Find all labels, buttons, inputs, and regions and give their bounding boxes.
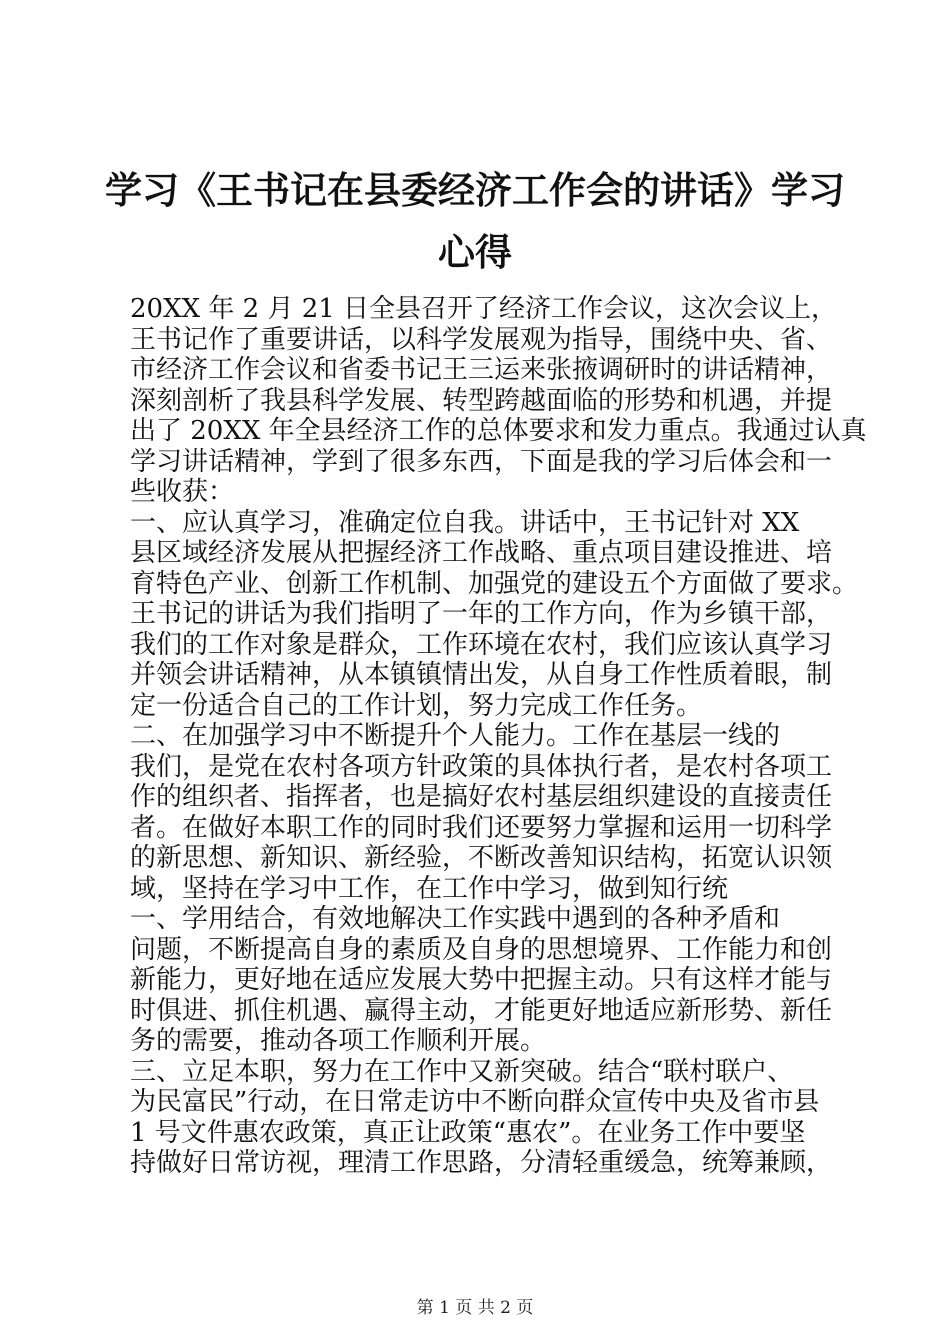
body-line: 务的需要，推动各项工作顺利开展。 bbox=[130, 1026, 547, 1056]
body-line: 者。在做好本职工作的同时我们还要努力掌握和运用一切科学 bbox=[130, 812, 833, 843]
body-line: 我们，是党在农村各项方针政策的具体执行者，是农村各项工 bbox=[130, 751, 833, 782]
body-line: 1 号文件惠农政策，真正让政策“惠农”。在业务工作中要坚 bbox=[130, 1117, 806, 1148]
body-line: 持做好日常访视，理清工作思路，分清轻重缓急，统筹兼顾， bbox=[130, 1148, 833, 1178]
body-line: 一、应认真学习，准确定位自我。讲话中，王书记针对 XX bbox=[130, 507, 800, 538]
document-title-line-2: 心得 bbox=[438, 231, 512, 274]
body-line: 并领会讲话精神，从本镇镇情出发，从自身工作性质着眼，制 bbox=[130, 660, 833, 690]
body-line: 二、在加强学习中不断提升个人能力。工作在基层一线的 bbox=[130, 721, 781, 751]
body-line: 时俱进、抓住机遇、赢得主动，才能更好地适应新形势、新任 bbox=[130, 995, 833, 1026]
body-line: 问题，不断提高自身的素质及自身的思想境界、工作能力和创 bbox=[130, 934, 833, 965]
body-line: 王书记的讲话为我们指明了一年的工作方向，作为乡镇干部， bbox=[130, 599, 833, 629]
body-line: 学习讲话精神，学到了很多东西，下面是我的学习后体会和一 bbox=[130, 446, 833, 477]
body-line: 市经济工作会议和省委书记王三运来张掖调研时的讲话精神， bbox=[130, 355, 833, 385]
body-line: 新能力，更好地在适应发展大势中把握主动。只有这样才能与 bbox=[130, 965, 833, 995]
body-line: 一、学用结合，有效地解决工作实践中遇到的各种矛盾和 bbox=[130, 904, 781, 934]
page-footer: 第 1 页 共 2 页 bbox=[416, 1298, 534, 1318]
body-line: 为民富民”行动，在日常走访中不断向群众宣传中央及省市县 bbox=[130, 1087, 820, 1117]
body-line: 的新思想、新知识、新经验，不断改善知识结构，拓宽认识领 bbox=[130, 843, 833, 873]
body-line: 定一份适合自己的工作计划，努力完成工作任务。 bbox=[130, 690, 703, 721]
body-line: 深刻剖析了我县科学发展、转型跨越面临的形势和机遇，并提 bbox=[130, 385, 833, 416]
body-line: 20XX 年 2 月 21 日全县召开了经济工作会议，这次会议上， bbox=[130, 294, 838, 324]
body-line: 作的组织者、指挥者，也是搞好农村基层组织建设的直接责任 bbox=[130, 782, 833, 812]
body-line: 些收获： bbox=[130, 477, 235, 507]
body-line: 王书记作了重要讲话，以科学发展观为指导，围绕中央、省、 bbox=[130, 324, 833, 355]
body-line: 出了 20XX 年全县经济工作的总体要求和发力重点。我通过认真 bbox=[130, 416, 867, 446]
body-line: 育特色产业、创新工作机制、加强党的建设五个方面做了要求。 bbox=[130, 568, 859, 599]
document-title-line-1: 学习《王书记在县委经济工作会的讲话》学习 bbox=[105, 169, 845, 212]
body-line: 三、立足本职，努力在工作中又新突破。结合“联村联户、 bbox=[130, 1056, 794, 1087]
document-body bbox=[130, 294, 867, 1179]
body-line: 域，坚持在学习中工作，在工作中学习，做到知行统 bbox=[130, 873, 729, 904]
body-line: 县区域经济发展从把握经济工作战略、重点项目建设推进、培 bbox=[130, 538, 833, 568]
body-line: 我们的工作对象是群众，工作环境在农村，我们应该认真学习 bbox=[130, 629, 833, 660]
